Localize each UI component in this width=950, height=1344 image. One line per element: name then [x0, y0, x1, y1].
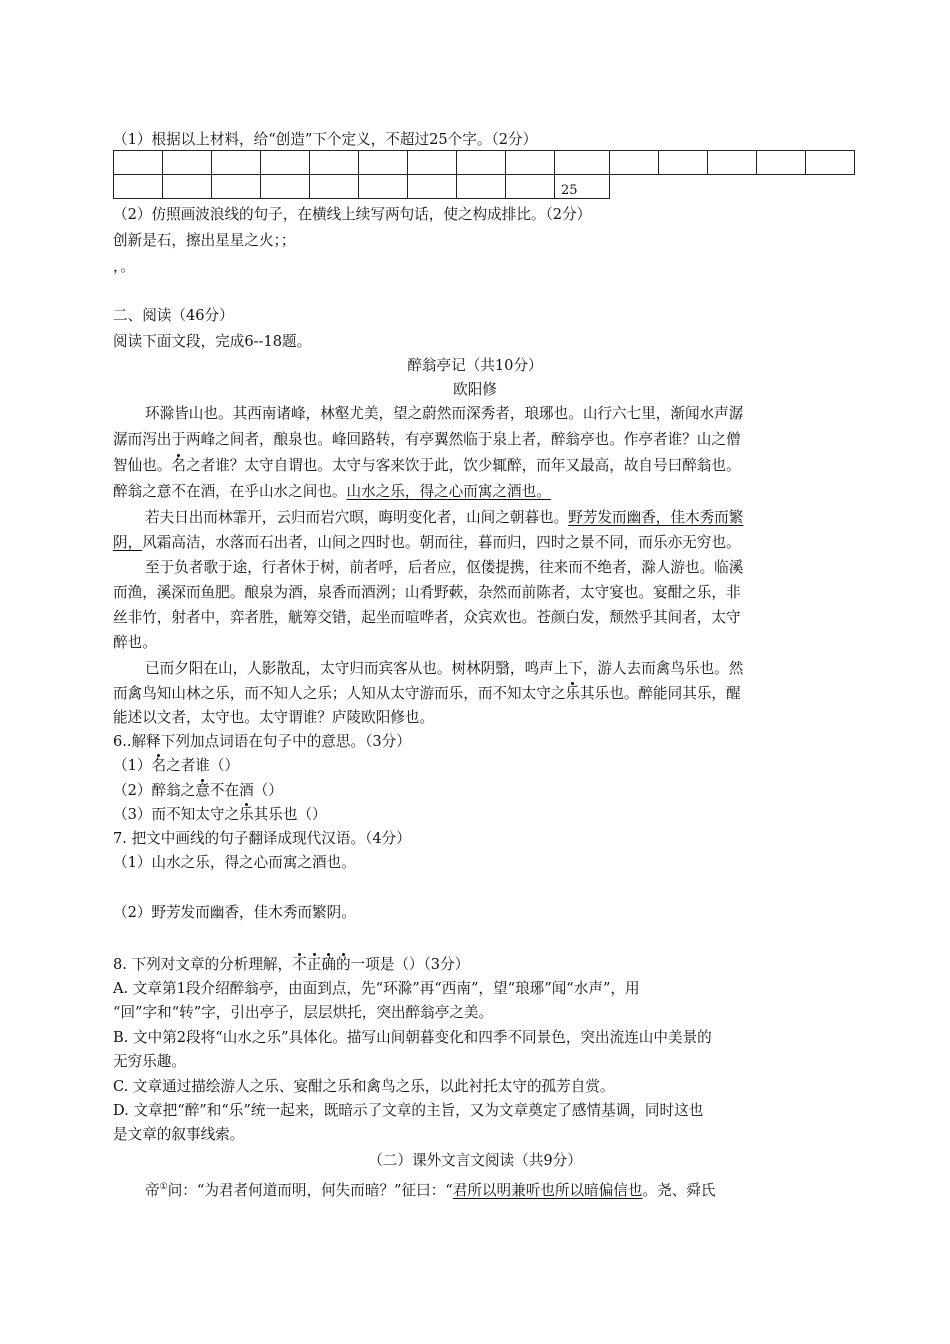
grid-cell[interactable]: [261, 175, 310, 199]
grid-cell[interactable]: [610, 151, 659, 175]
grid-cell[interactable]: [757, 151, 806, 175]
passage-line: 丝非竹，射者中，弈者胜，觥筹交错，起坐而喧哗者，众宾欢也。苍颜白发，颓然乎其间者，太守: [113, 609, 741, 626]
passage-line: 已而夕阳在山，人影散乱，太守归而宾客从也。树林阴翳，鸣声上下，游人去而禽鸟乐也。然: [145, 660, 744, 677]
passage-1-title: 醉翁亭记（共10分）: [407, 357, 543, 374]
passage-line: 阴，风霜高洁，水落而石出者，山间之四时也。朝而往，暮而归，四时之景不同，而乐亦无穷也。: [113, 534, 741, 551]
grid-cell[interactable]: [506, 175, 555, 199]
footnote-marker: ①: [159, 1182, 168, 1192]
answer-grid-row-1: [114, 151, 855, 175]
grid-cell[interactable]: [114, 175, 163, 199]
passage-line: 至于负者歌于途，行者休于树，前者呼，后者应，伛偻提携，往来而不绝者，滁人游也。临溪: [145, 559, 744, 576]
emphasis-dot-word: 不: [292, 956, 307, 973]
grid-cell[interactable]: [555, 151, 610, 175]
grid-cell[interactable]: [212, 175, 261, 199]
grid-cell[interactable]: [212, 151, 261, 175]
question-2-parallelism: （2）仿照画波浪线的句子，在横线上续写两句话，使之构成排比。（2分）: [113, 206, 592, 223]
grid-cell[interactable]: [114, 151, 163, 175]
emphasis-dot-word: 意: [195, 782, 210, 799]
option-a: A. 文章第1段介绍醉翁亭，由面到点，先“环滁”再“西南”，望“琅琊”闻“水声”，用: [113, 980, 640, 997]
option-b: B. 文中第2段将“山水之乐”具体化。描写山间朝暮变化和四季不同景色，突出流连山中美景的: [113, 1029, 712, 1046]
emphasis-dot-word: 名: [171, 457, 186, 474]
question-6-stem: 6..解释下列加点词语在句子中的意思。（3分）: [113, 733, 411, 750]
passage-1-author: 欧阳修: [453, 381, 497, 398]
emphasis-dot-word: 的: [335, 956, 351, 973]
grid-cell[interactable]: [408, 151, 457, 175]
emphasis-dot-word: 确: [321, 956, 336, 973]
question-6-item-2: （2）醉翁之意不在酒（）: [113, 782, 283, 799]
passage-line: 而禽鸟知山林之乐，而不知人之乐；人知从太守游而乐，而不知太守之乐其乐也。醉能同其乐，醒: [113, 685, 741, 702]
option-d-cont: 是文章的叙事线索。: [113, 1126, 245, 1143]
passage-line: 潺而泻出于两峰之间者，酿泉也。峰回路转，有亭翼然临于泉上者，醉翁亭也。作亭者谁？山之僧: [113, 431, 741, 448]
grid-cell[interactable]: [359, 175, 408, 199]
option-d: D. 文章把“醉”和“乐”统一起来，既暗示了文章的主旨，又为文章奠定了感情基调，同时这也: [113, 1102, 704, 1119]
passage-line: 智仙也。名之者谁？太守自谓也。太守与客来饮于此，饮少辄醉，而年又最高，故自号曰醉翁也。: [113, 457, 741, 474]
underlined-sentence: 阴，: [113, 534, 143, 551]
passage-2-line: 帝①问：“为君者何道而明，何失而暗？”征曰：“君所以明兼听也所以暗偏信也。尧、舜氏: [145, 1181, 716, 1199]
question-1-definition: （1）根据以上材料，给“创造”下个定义，不超过25个字。（2分）: [113, 131, 538, 148]
grid-cell[interactable]: [310, 175, 359, 199]
passage-line: 环滁皆山也。其西南诸峰，林壑尤美，望之蔚然而深秀者，琅琊也。山行六七里，渐闻水声潺: [145, 405, 744, 422]
emphasis-dot-word: 名: [151, 757, 167, 774]
emphasis-dot-word: 正: [306, 956, 322, 973]
question-8-stem: 8. 下列对文章的分析理解，不正确的一项是（）（3分）: [113, 956, 470, 973]
grid-cell[interactable]: [659, 151, 708, 175]
question-6-item-3: （3）而不知太守之乐其乐也（）: [113, 806, 327, 823]
grid-cell[interactable]: [163, 151, 212, 175]
passage-line: 醉也。: [113, 634, 157, 651]
grid-cell[interactable]: [261, 151, 310, 175]
answer-grid-row-2: [114, 175, 855, 199]
parallelism-line-1: 创新是石，擦出星星之火；；: [113, 232, 296, 249]
emphasis-dot-word: 乐: [239, 806, 254, 823]
option-b-cont: 无穷乐趣。: [113, 1053, 186, 1070]
grid-cell-counter: 25: [555, 175, 610, 199]
passage-line: 若夫日出而林霏开，云归而岩穴暝，晦明变化者，山间之朝暮也。野芳发而幽香，佳木秀而繁: [145, 509, 744, 526]
passage-line: 醉翁之意不在酒，在乎山水之间也。山水之乐，得之心而寓之酒也。: [113, 483, 551, 500]
question-7-stem: 7. 把文中画线的句子翻译成现代汉语。（4分）: [113, 830, 411, 847]
grid-cell[interactable]: [806, 151, 855, 175]
grid-cell[interactable]: [359, 151, 408, 175]
question-7-item-2: （2）野芳发而幽香，佳木秀而繁阴。: [113, 904, 356, 921]
grid-cell[interactable]: [506, 151, 555, 175]
section-2-heading: 二、阅读（46分）: [113, 307, 234, 324]
grid-cell[interactable]: [310, 151, 359, 175]
emphasis-dot-word: 乐: [565, 685, 581, 702]
question-7-item-1: （1）山水之乐，得之心而寓之酒也。: [113, 854, 356, 871]
passage-line: 而渔，溪深而鱼肥。酿泉为酒，泉香而酒洌；山肴野蔌，杂然而前陈者，太守宴也。宴酣之乐，非: [113, 584, 741, 601]
question-6-item-1: （1）名之者谁（）: [113, 757, 240, 774]
grid-cell[interactable]: [408, 175, 457, 199]
option-c: C. 文章通过描绘游人之乐、宴酣之乐和禽鸟之乐，以此衬托太守的孤芳自赏。: [113, 1078, 615, 1095]
underlined-sentence: 山水之乐，得之心而寓之酒也。: [346, 483, 551, 500]
grid-cell[interactable]: [163, 175, 212, 199]
grid-cell[interactable]: [457, 175, 506, 199]
parallelism-line-2: ，。: [113, 258, 135, 275]
underlined-sentence: 野芳发而幽香，佳木秀而繁: [568, 509, 744, 526]
grid-cell[interactable]: [708, 151, 757, 175]
answer-grid: [113, 150, 855, 199]
section-2-instruction: 阅读下面文段，完成6--18题。: [113, 333, 312, 350]
underlined-sentence: 君所以明兼听也所以暗偏信也: [452, 1181, 643, 1199]
passage-2-title: （二）课外文言文阅读（共9分）: [368, 1152, 582, 1169]
grid-cell[interactable]: [457, 151, 506, 175]
option-a-cont: “回”字和“转”字，引出亭子，层层烘托，突出醉翁亭之美。: [113, 1004, 494, 1021]
passage-line: 能述以文者，太守也。太守谓谁？庐陵欧阳修也。: [113, 709, 435, 726]
